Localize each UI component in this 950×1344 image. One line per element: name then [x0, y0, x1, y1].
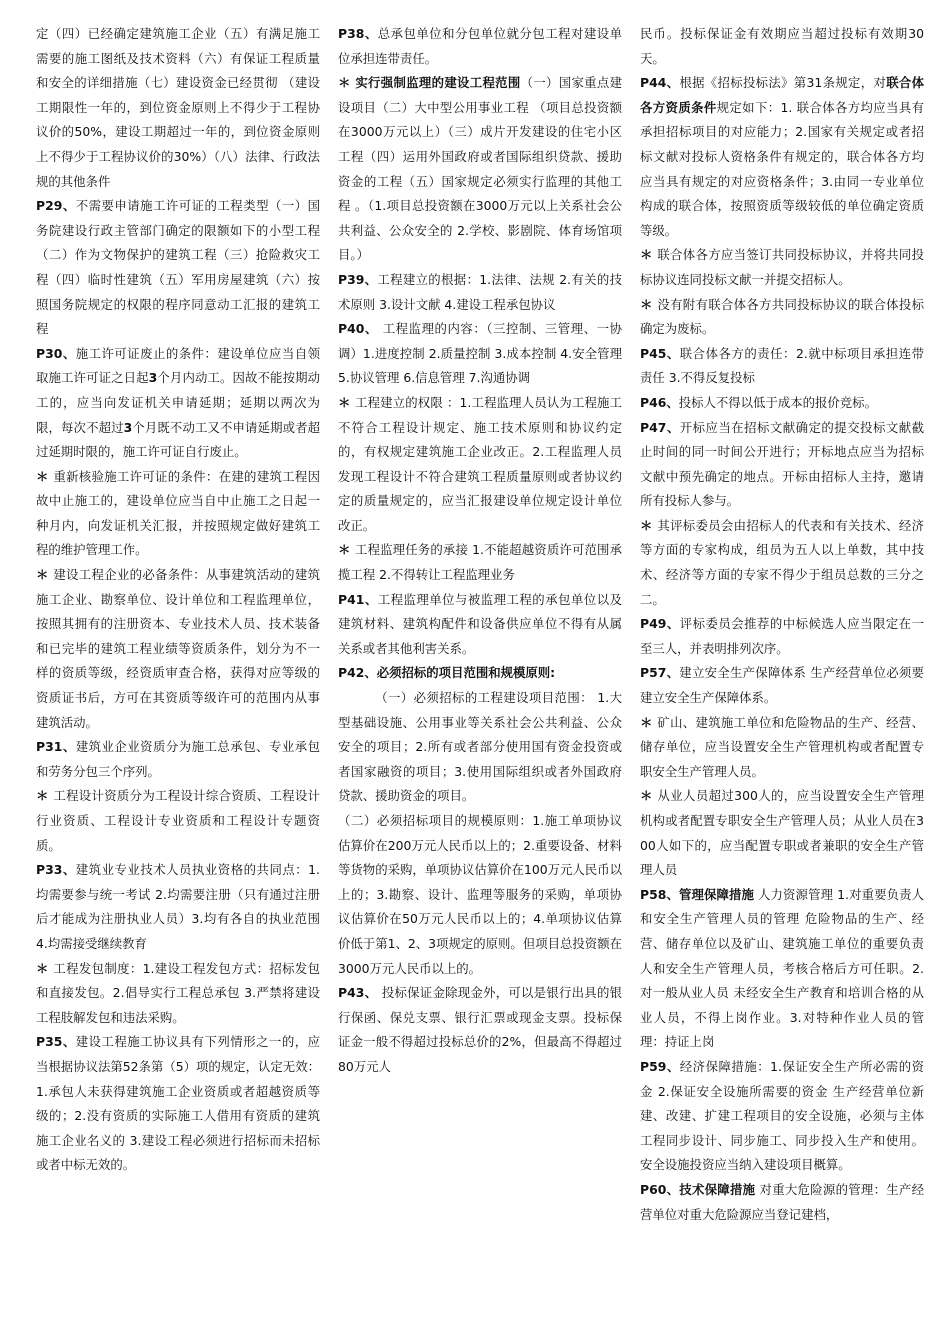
- bold-text-run: ＊: [36, 468, 54, 484]
- text-run: 根据《招标投标法》第31条规定，对: [679, 75, 887, 91]
- text-run: 建筑业企业资质分为施工总承包、专业承包和劳务分包三个序列。: [36, 739, 320, 779]
- paragraph: [36, 465, 320, 563]
- bold-text-run: P40、: [338, 321, 383, 337]
- paragraph: [36, 194, 320, 342]
- paragraph: [338, 809, 622, 981]
- bold-text-run: P31、: [36, 739, 76, 755]
- paragraph: [338, 661, 622, 686]
- text-run: 建设工程企业的必备条件：从事建筑活动的建筑施工企业、勘察单位、设计单位和工程监理单位，按照其拥有的注册资本、专业技术人员、技术装备和已完毕的建筑工程业绩等资质条件，划分为不一样的资质等级，经资质审查合格，获得对应等级的资质证书后，方可在其资质等级许可的范围内从事建筑活动。: [36, 567, 320, 730]
- paragraph: [640, 1055, 924, 1178]
- bold-text-run: P44、: [640, 75, 680, 91]
- bold-text-run: ＊: [36, 788, 54, 804]
- bold-text-run: P59、: [640, 1058, 680, 1074]
- text-run: 联合体各方应当签订共同投标协议，并将共同投标协议连同投标文献一并提交招标人。: [640, 247, 924, 287]
- paragraph: [36, 858, 320, 956]
- paragraph: [640, 243, 924, 292]
- bold-text-run: P42、必须招标的项目范围和规模原则:: [338, 665, 556, 681]
- bold-text-run: ＊: [338, 542, 356, 558]
- bold-text-run: ＊: [640, 788, 658, 804]
- paragraph: [640, 883, 924, 1055]
- paragraph: [640, 514, 924, 612]
- text-run: 民币。投标保证金有效期应当超过投标有效期30天。: [640, 26, 924, 66]
- text-run: （一）国家重点建设项目（二）大中型公用事业工程 （项目总投资额在3000万元以上）（三）成片开发建设的住宅小区工程（四）运用外国政府或者国际组织贷款、援助资金的工程（五）国家规定必须实行监理的其他工程 。（1.项目总投资额在3000万元以上关系社会公共利益、公众安全的 2.学校、影剧院、体育场馆项目。）: [338, 75, 622, 263]
- paragraph: [36, 1030, 320, 1178]
- bold-text-run: P35、: [36, 1034, 76, 1050]
- text-run: 矿山、建筑施工单位和危险物品的生产、经营、储存单位，应当设置安全生产管理机构或者配置专职安全生产管理人员。: [640, 714, 924, 779]
- paragraph: [338, 981, 622, 1079]
- bold-text-run: ＊: [338, 394, 356, 410]
- text-run: （二）必须招标项目的规模原则：1.施工单项协议估算价在200万元人民币以上的；2.重要设备、材料等货物的采购，单项协议估算价在100万元人民币以上的；3.勘察、设计、监理等服务的采购，单项协议估算价在50万元人民币以上的；4.单项协议估算价低于第1、2、3项规定的原则。但项目总投资额在3000万元人民币以上的。: [338, 813, 622, 976]
- bold-text-run: P45、: [640, 345, 680, 361]
- text-run: 人力资源管理 1.对重要负责人和安全生产管理人员的管理 危险物品的生产、经营、储存单位以及矿山、建筑施工单位的重要负责人和安全生产管理人员，考核合格后方可任职。2.对一般从业人员 未经安全生产教育和培训合格的从业人员，不得上岗作业。3.对特种作业人员的管理：持证上岗: [640, 886, 924, 1050]
- paragraph: [338, 71, 622, 268]
- bold-text-run: 3: [148, 370, 158, 386]
- paragraph: [640, 342, 924, 391]
- bold-text-run: ＊ 实行强制监理的建设工程范围: [338, 75, 521, 91]
- bold-text-run: ＊: [640, 517, 658, 533]
- paragraph: [36, 563, 320, 735]
- text-run: 工程建立的权限 ：1.工程监理人员认为工程施工不符合工程设计规定、施工技术原则和协议约定的，有权规定建筑施工企业改正。2.工程监理人员发现工程设计不符合建筑工程质量原则或者协议约定的质量规定的，应当汇报建设单位规定设计单位改正。: [338, 394, 622, 533]
- text-run: 个月既不动工又不申请延期或者超过延期时限的，施工许可证自行废止。: [36, 419, 320, 460]
- text-run: 个月内动工。因故不能按期动工的，应当向发证机关申请延期；延期以两次为限，每次不超过: [36, 370, 320, 435]
- text-run: 评标委员会推荐的中标候选人应当限定在一至三人，并表明排列次序。: [640, 616, 924, 656]
- text-run: 对重大危险源的管理：生产经营单位对重大危险源应当登记建档，: [640, 1181, 924, 1222]
- text-run: 不需要申请施工许可证的工程类型（一）国务院建设行政主管部门确定的限额如下的小型工程（二）作为文物保护的建筑工程（三）抢险救灾工程（四）临时性建筑（五）军用房屋建筑（六）按照国务院规定的权限的程序同意动工汇报的建筑工程: [36, 198, 320, 337]
- paragraph: [36, 957, 320, 1031]
- text-run: （一）必须招标的工程建设项目范围： 1.大型基础设施、公用事业等关系社会公共利益、公众安全的项目；2.所有或者部分使用国有资金投资或者国家融资的项目；3.使用国际组织或者外国政府贷款、援助资金的项目。: [338, 690, 622, 804]
- bold-text-run: P38、: [338, 26, 378, 41]
- bold-text-run: ＊: [640, 296, 658, 312]
- text-run: 工程监理的内容：（三控制、三管理、一协调）1.进度控制 2.质量控制 3.成本控制 4.安全管理 5.协议管理 6.信息管理 7.沟通协调: [338, 321, 622, 386]
- paragraph: [338, 22, 622, 71]
- text-run: 经济保障措施：1.保证安全生产所必需的资金 2.保证安全设施所需要的资金 生产经营单位新建、改建、扩建工程项目的安全设施，必须与主体工程同步设计、同步施工、同步投入生产和使用。安全设施投资应当纳入建设项目概算。: [640, 1058, 924, 1173]
- bold-text-run: P47、: [640, 419, 680, 435]
- paragraph: [640, 293, 924, 342]
- paragraph: [338, 391, 622, 539]
- text-column-1: [36, 22, 320, 1332]
- text-run: 建立安全生产保障体系 生产经营单位必须要建立安全生产保障体系。: [640, 665, 924, 706]
- text-run: 定（四）已经确定建筑施工企业（五）有满足施工需要的施工图纸及技术资料（六）有保证工程质量和安全的详细措施（七）建设资金已经贯彻 （建设工期限性一年的，到位资金原则上不得少于工程协议价的50%，建设工期超过一年的，到位资金原则上不得少于工程协议价的30%）（八）法律、行政法规的其他条件: [36, 26, 320, 189]
- paragraph: [36, 342, 320, 465]
- bold-text-run: 3: [123, 419, 133, 435]
- text-run: 联合体各方的责任：2.就中标项目承担连带责任 3.不得反复投标: [640, 345, 924, 386]
- bold-text-run: P57、: [640, 665, 680, 681]
- text-run: 施工许可证废止的条件：建设单位应当自领取施工许可证之日起: [36, 345, 320, 386]
- text-run: 工程建立的根据：1.法律、法规 2.有关的技术原则 3.设计文献 4.建设工程承包协议: [338, 271, 622, 312]
- bold-text-run: P29、: [36, 198, 76, 214]
- paragraph: [36, 735, 320, 784]
- text-run: 其评标委员会由招标人的代表和有关技术、经济等方面的专家构成，组员为五人以上单数，其中技术、经济等方面的专家不得少于组员总数的三分之二。: [640, 517, 924, 607]
- text-column-3: [640, 22, 924, 1332]
- bold-text-run: P43、: [338, 985, 382, 1001]
- text-run: 重新核验施工许可证的条件：在建的建筑工程因故中止施工的，建设单位应当自中止施工之日起一种月内，向发证机关汇报，并按照规定做好建筑工程的维护管理工作。: [36, 468, 320, 558]
- paragraph: [640, 391, 924, 416]
- text-run: 总承包单位和分包单位就分包工程对建设单位承担连带责任。: [338, 26, 622, 66]
- text-run: 建筑业专业技术人员执业资格的共同点：1.均需要参与统一考试 2.均需要注册（只有通过注册后才能成为注册执业人员）3.均有各自的执业范围 4.均需接受继续教育: [36, 862, 320, 951]
- paragraph: [640, 661, 924, 710]
- bold-text-run: P33、: [36, 862, 76, 878]
- paragraph: [36, 22, 320, 194]
- bold-text-run: ＊: [640, 247, 658, 263]
- bold-text-run: ＊: [640, 714, 658, 730]
- text-run: 工程监理任务的承接 1.不能超越资质许可范围承揽工程 2.不得转让工程监理业务: [338, 542, 622, 583]
- paragraph: [640, 22, 924, 71]
- paragraph: [338, 317, 622, 391]
- bold-text-run: P41、: [338, 591, 378, 607]
- text-column-2: [338, 22, 622, 1332]
- bold-text-run: 联合体各方资质条件: [640, 75, 924, 115]
- text-run: 工程设计资质分为工程设计综合资质、工程设计行业资质、工程设计专业资质和工程设计专题资质。: [36, 788, 320, 853]
- bold-text-run: ＊: [36, 567, 54, 583]
- paragraph: [36, 784, 320, 858]
- paragraph: [338, 686, 622, 809]
- text-run: 开标应当在招标文献确定的提交投标文献截止时间的同一时间公开进行；开标地点应当为招标文献中预先确定的地点。开标由招标人主持，邀请所有投标人参与。: [640, 419, 924, 509]
- text-run: 建设工程施工协议具有下列情形之一的，应当根据协议法第52条第（5）项的规定，认定无效：1.承包人未获得建筑施工企业资质或者超越资质等级的；2.没有资质的实际施工人借用有资质的建筑施工企业名义的 3.建设工程必须进行招标而未招标或者中标无效的。: [36, 1034, 320, 1173]
- paragraph: [640, 416, 924, 514]
- document-page: [36, 22, 924, 1332]
- paragraph: [640, 1178, 924, 1227]
- bold-text-run: P49、: [640, 616, 680, 632]
- paragraph: [640, 711, 924, 785]
- text-run: 从业人员超过300人的，应当设置安全生产管理机构或者配置专职安全生产管理人员；从业人员在300人如下的，应当配置专职或者兼职的安全生产管理人员: [640, 788, 924, 878]
- bold-text-run: P58、管理保障措施: [640, 886, 754, 902]
- text-run: 工程发包制度：1.建设工程发包方式：招标发包和直接发包。2.倡导实行工程总承包 3.严禁将建设工程肢解发包和违法采购。: [36, 960, 320, 1025]
- text-run: 规定如下：1. 联合体各方均应当具有承担招标项目的对应能力；2.国家有关规定或者招标文献对投标人资格条件有规定的，联合体各方均应当具有规定的对应资格条件；3.由同一专业单位构成的联合体，按照资质等级较低的单位确定资质等级。: [640, 99, 924, 238]
- bold-text-run: P60、技术保障措施: [640, 1181, 756, 1197]
- paragraph: [338, 538, 622, 587]
- bold-text-run: P39、: [338, 271, 378, 287]
- paragraph: [338, 268, 622, 317]
- paragraph: [640, 784, 924, 882]
- paragraph: [338, 588, 622, 662]
- text-run: 工程监理单位与被监理工程的承包单位以及建筑材料、建筑构配件和设备供应单位不得有从属关系或者其他利害关系。: [338, 591, 622, 656]
- paragraph: [640, 612, 924, 661]
- paragraph: [640, 71, 924, 243]
- bold-text-run: ＊: [36, 960, 54, 976]
- text-run: 没有附有联合体各方共同投标协议的联合体投标确定为废标。: [640, 296, 924, 337]
- bold-text-run: P46、: [640, 394, 679, 410]
- text-run: 投标保证金除现金外，可以是银行出具的银行保函、保兑支票、银行汇票或现金支票。投标保证金一般不得超过投标总价的2%，但最高不得超过80万元人: [338, 985, 622, 1074]
- bold-text-run: P30、: [36, 345, 76, 361]
- text-run: 投标人不得以低于成本的报价竞标。: [678, 394, 877, 410]
